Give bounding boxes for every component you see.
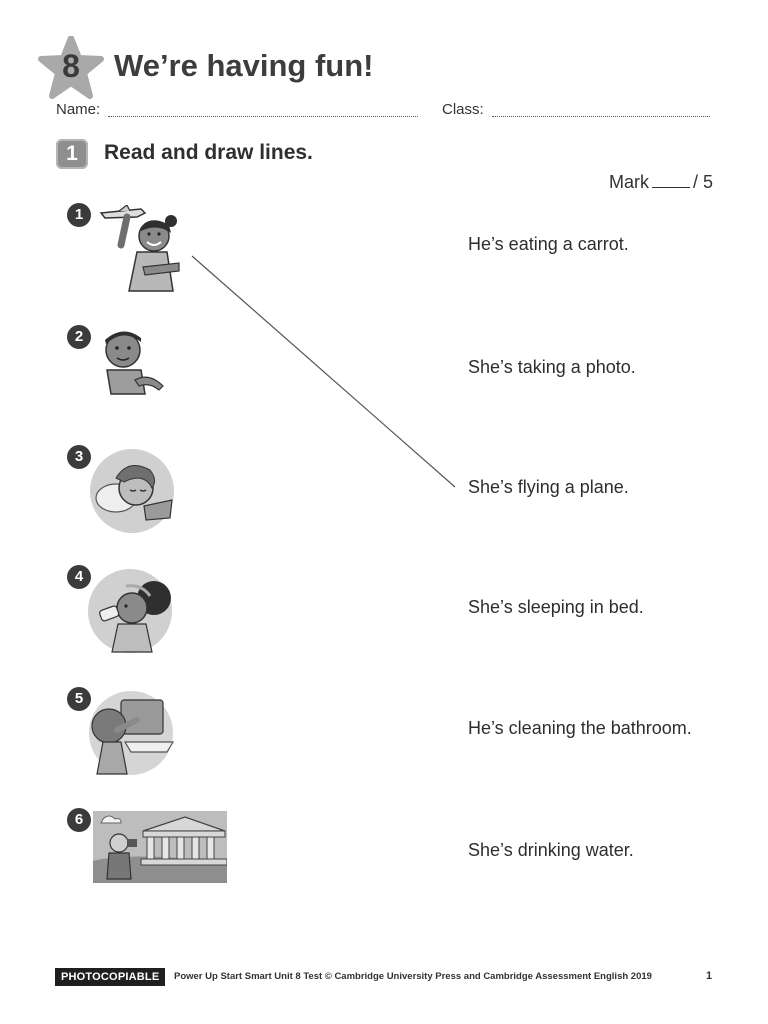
sentence: He’s eating a carrot. [468, 234, 629, 254]
item-number: 2 [67, 325, 91, 349]
item-number: 1 [67, 203, 91, 227]
name-field[interactable] [108, 104, 418, 117]
sentence: She’s sleeping in bed. [468, 597, 644, 617]
photocopiable-tag: PHOTOCOPIABLE [55, 968, 165, 986]
girl-taking-photo-icon [93, 811, 227, 883]
page-number: 1 [706, 970, 713, 982]
mark-label: Mark [608, 172, 649, 192]
item-number: 6 [67, 808, 91, 832]
boy-cleaning-mirror-icon [87, 690, 175, 776]
sentence: He’s cleaning the bathroom. [468, 718, 692, 738]
girl-sleeping-icon [88, 448, 176, 534]
name-label: Name: [56, 101, 101, 118]
class-field[interactable] [492, 104, 710, 117]
class-label: Class: [442, 101, 484, 118]
exercise-number: 1 [56, 139, 88, 169]
mark-total: / 5 [692, 172, 713, 192]
mark-blank[interactable] [652, 173, 690, 188]
sentence: She’s flying a plane. [468, 477, 629, 497]
copyright-text: Power Up Start Smart Unit 8 Test © Cambridge University Press and Cambridge Assessment English 2019 [174, 971, 652, 982]
item-number: 4 [67, 565, 91, 589]
girl-drinking-icon [86, 568, 174, 654]
girl-holding-toy-plane-icon [97, 205, 189, 295]
unit-number: 8 [62, 48, 80, 84]
mark-score [609, 172, 713, 193]
exercise-instruction: Read and draw lines. [104, 141, 313, 164]
item-number: 3 [67, 445, 91, 469]
sentence: She’s drinking water. [468, 840, 634, 860]
sentence: She’s taking a photo. [468, 357, 636, 377]
boy-eating-icon [97, 328, 169, 398]
page-title: We’re having fun! [114, 48, 374, 83]
item-number: 5 [67, 687, 91, 711]
